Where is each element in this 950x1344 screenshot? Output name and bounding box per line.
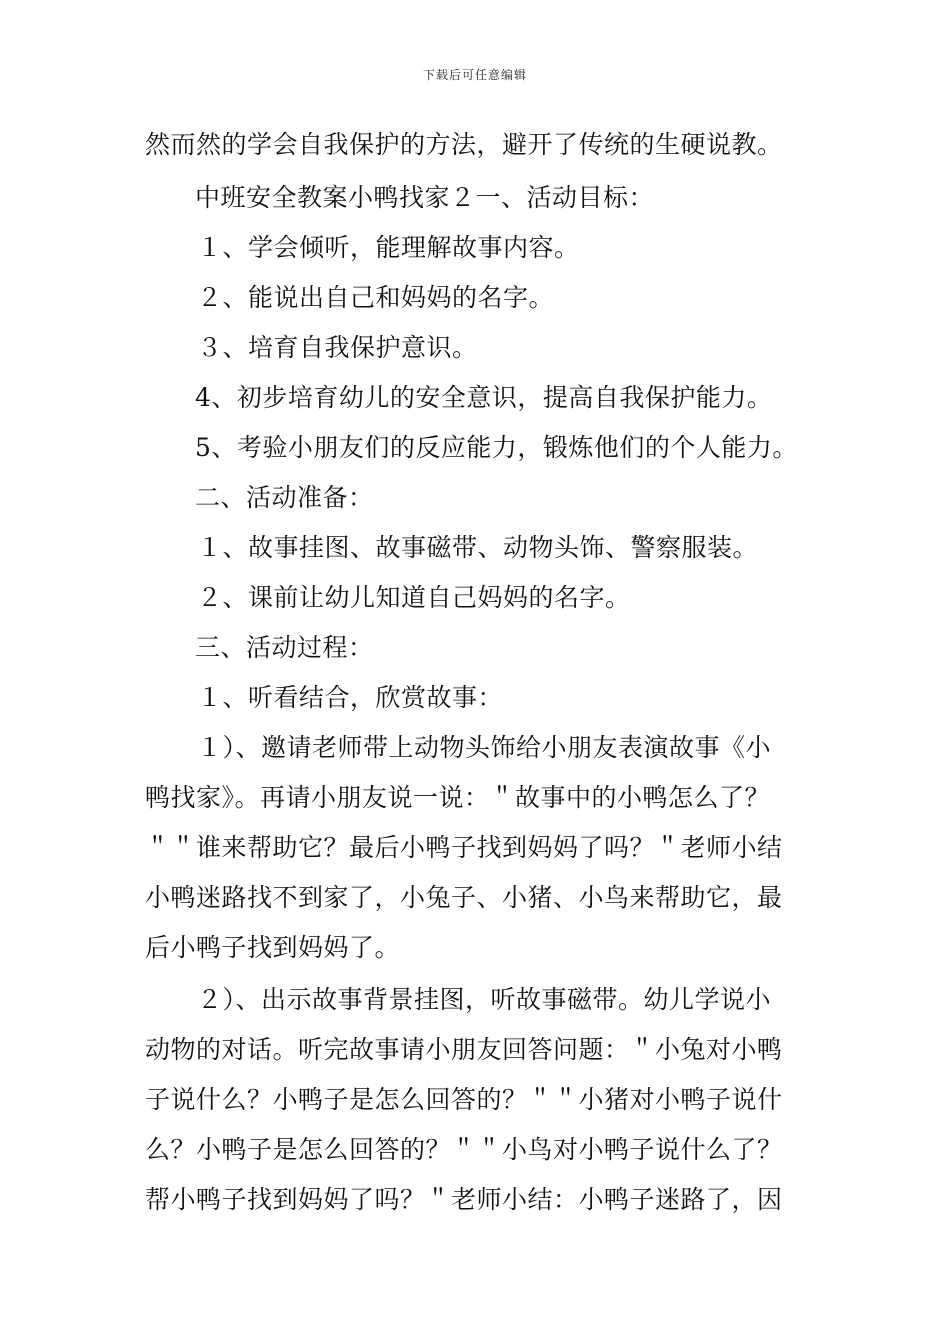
text-line: ３、培育自我保护意识。 xyxy=(197,333,478,362)
text-line: 鸭找家》。再请小朋友说一说：＂故事中的小鸭怎么了？ xyxy=(145,783,771,812)
text-line: 4、初步培育幼儿的安全意识，提高自我保护能力。 xyxy=(195,383,773,412)
page-header: 下载后可任意编辑 xyxy=(422,68,527,82)
text-line: １、学会倾听，能理解故事内容。 xyxy=(197,233,580,262)
text-line: ２、课前让幼儿知道自己妈妈的名字。 xyxy=(197,583,631,612)
text-line: ２）、出示故事背景挂图，听故事磁带。幼儿学说小 xyxy=(197,985,772,1014)
text-line: ＂＂谁来帮助它？最后小鸭子找到妈妈了吗？＂老师小结 xyxy=(145,833,783,862)
text-line: ２、能说出自己和妈妈的名字。 xyxy=(197,283,555,312)
text-line: 中班安全教案小鸭找家２一、活动目标： xyxy=(195,183,655,212)
text-line: 小鸭迷路找不到家了，小兔子、小猪、小鸟来帮助它，最 xyxy=(145,883,783,912)
text-line: 后小鸭子找到妈妈了。 xyxy=(145,933,401,962)
text-line: 然而然的学会自我保护的方法，避开了传统的生硬说教。 xyxy=(145,130,783,159)
text-line: １）、邀请老师带上动物头饰给小朋友表演故事《小 xyxy=(197,733,772,762)
text-line: １、故事挂图、故事磁带、动物头饰、警察服装。 xyxy=(197,533,759,562)
text-line: １、听看结合，欣赏故事： xyxy=(197,683,504,712)
text-line: 三、活动过程： xyxy=(195,633,374,662)
text-line: 动物的对话。听完故事请小朋友回答问题：＂小兔对小鸭 xyxy=(145,1035,783,1064)
text-line: 子说什么？小鸭子是怎么回答的？＂＂小猪对小鸭子说什 xyxy=(145,1085,783,1114)
text-line: 5、考验小朋友们的反应能力，锻炼他们的个人能力。 xyxy=(195,433,798,462)
text-line: 二、活动准备： xyxy=(195,483,374,512)
text-line: 帮小鸭子找到妈妈了吗？＂老师小结：小鸭子迷路了，因 xyxy=(145,1185,783,1214)
text-line: 么？小鸭子是怎么回答的？＂＂小鸟对小鸭子说什么了？ xyxy=(145,1135,783,1164)
